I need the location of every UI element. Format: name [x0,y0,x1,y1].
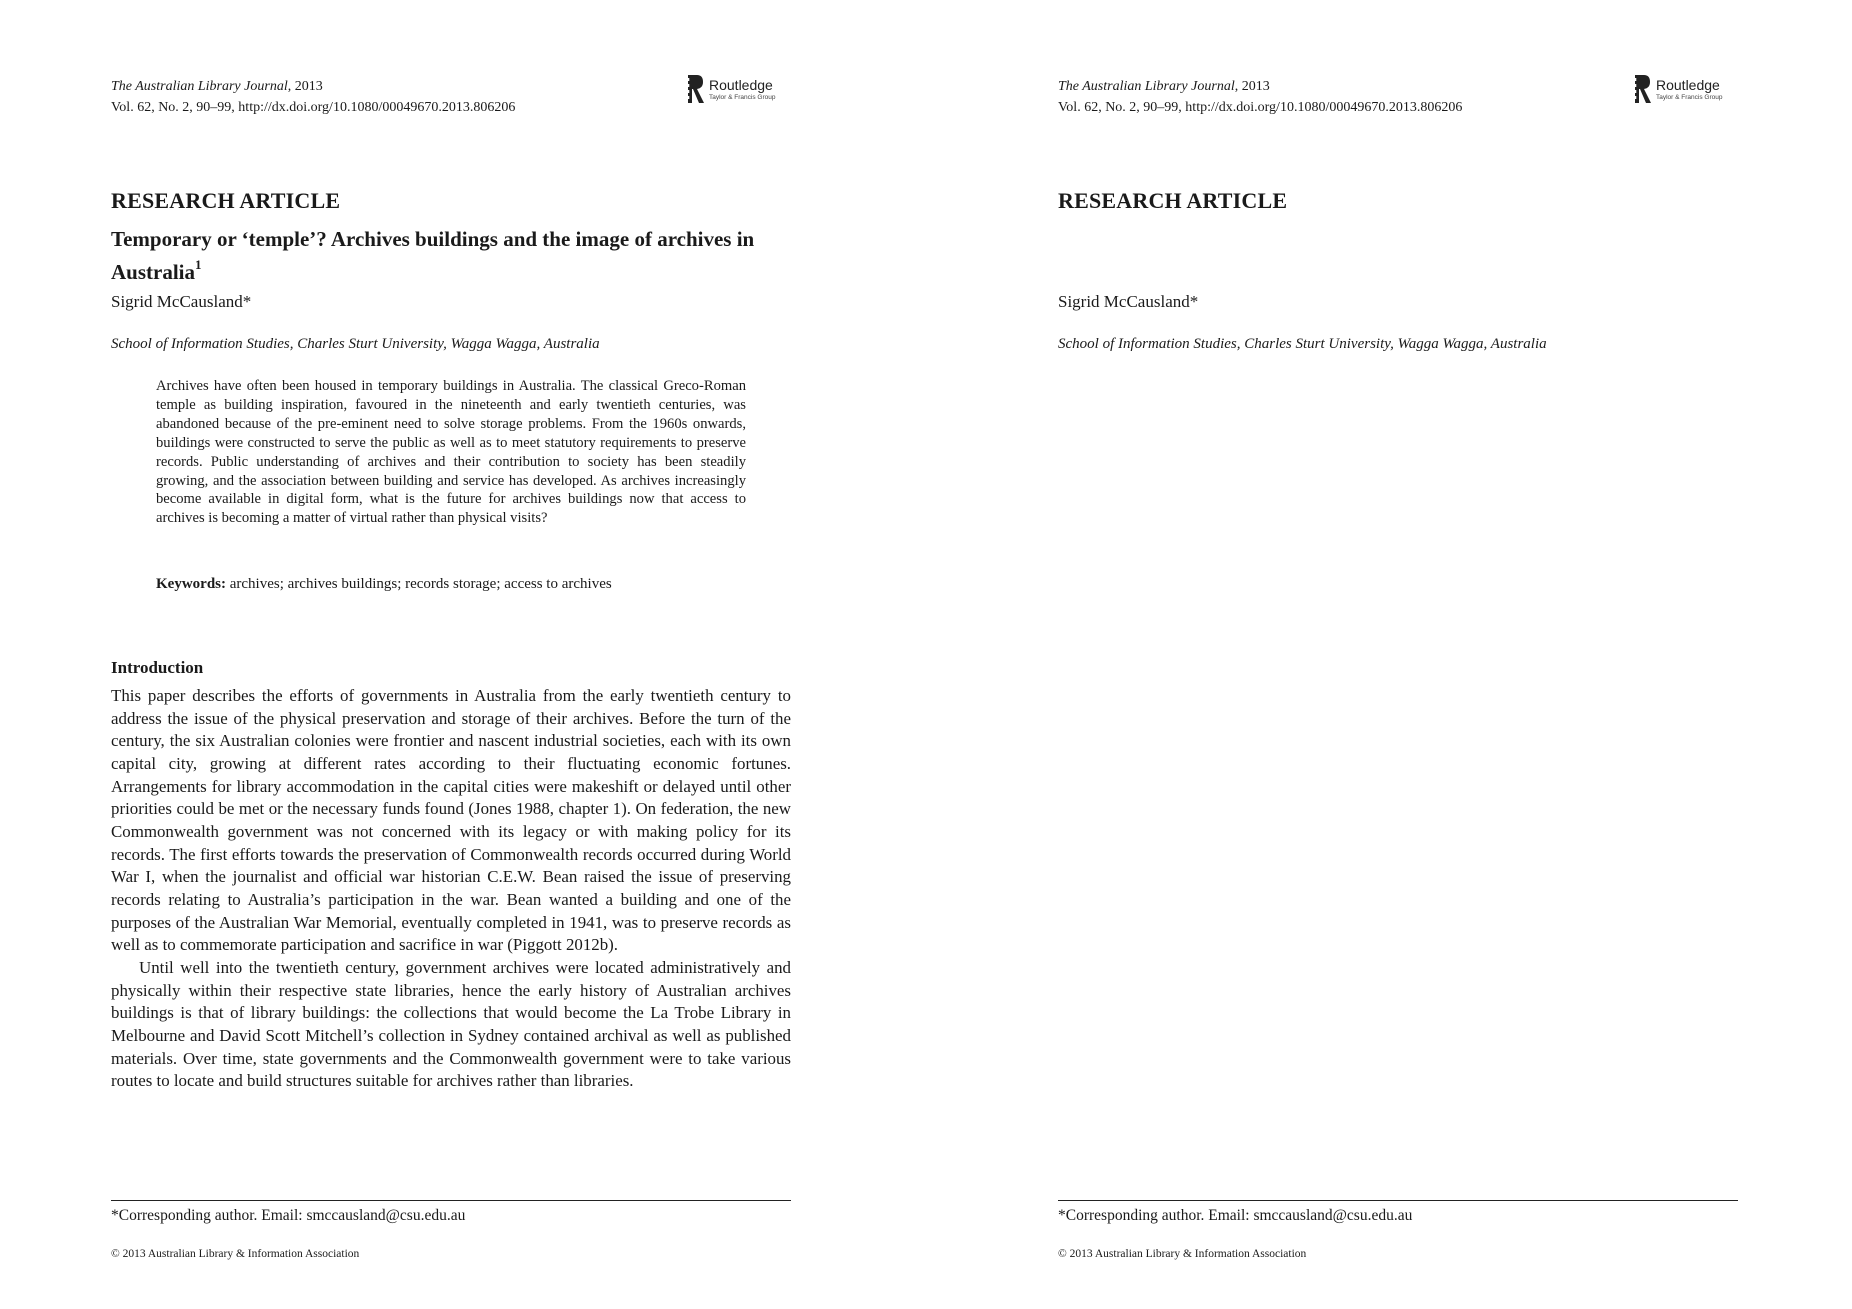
article-type: RESEARCH ARTICLE [1058,188,1288,213]
citation: Vol. 62, No. 2, 90–99, http://dx.doi.org/10.1080/00049670.2013.806206 [111,100,516,115]
article-type: RESEARCH ARTICLE [111,188,341,213]
journal-name: The Australian Library Journal [1058,79,1235,94]
journal-name: The Australian Library Journal [111,79,288,94]
journal-year: , 2013 [1234,79,1270,94]
author: Sigrid McCausland* [1058,292,1199,311]
corresponding-author-footnote: *Corresponding author. Email: smccausland@csu.edu.au [1058,1207,1413,1224]
footnote-rule [1058,1200,1738,1201]
copyright: © 2013 Australian Library & Information Association [1058,1248,1307,1260]
affiliation: School of Information Studies, Charles Sturt University, Wagga Wagga, Australia [111,336,600,352]
article-title [111,226,791,286]
footnote-rule [111,1200,791,1201]
logo-subtitle: Taylor & Francis Group [1656,94,1723,101]
journal-header [1058,76,1462,118]
citation: Vol. 62, No. 2, 90–99, http://dx.doi.org/10.1080/00049670.2013.806206 [1058,100,1463,115]
logo-name: Routledge [1656,77,1720,93]
journal-year: , 2013 [287,79,323,94]
body-text [111,685,791,1093]
routledge-r-icon [1634,74,1652,104]
corresponding-author-footnote: *Corresponding author. Email: smccausland@csu.edu.au [111,1207,466,1224]
paragraph-2: Until well into the twentieth century, government archives were located administratively and physically within their respective state libraries, hence the early history of Australian archives buildings is that of library buildings: the collections that would become the La Trobe Library in Melbourne and David Scott Mitchell’s collection in Sydney contained archival as well as published materials. Over time, state governments and the Commonwealth government were to take various routes to locate and build structures suitable for archives rather than libraries. [111,957,791,1091]
routledge-r-icon [687,74,705,104]
logo-subtitle: Taylor & Francis Group [709,94,776,101]
keywords [156,576,746,593]
section-heading-introduction: Introduction [111,658,204,677]
abstract: Archives have often been housed in temporary buildings in Australia. The classical Greco-Roman temple as building inspiration, favoured in the nineteenth and early twentieth centuries, was abandoned because of the pre-eminent need to solve storage problems. From the 1960s onwards, buildings were constructed to serve the public as well as to meet statutory requirements to preserve records. Public understanding of archives and their contribution to society has been steadily growing, and the association between building and service has developed. As archives increasingly become available in digital form, what is the future for archives buildings now that access to archives is becoming a matter of virtual rather than physical visits? [156,378,746,527]
page-right [1058,0,1738,1309]
logo-name: Routledge [709,77,773,93]
routledge-logo [687,74,791,106]
copyright: © 2013 Australian Library & Information Association [111,1248,360,1260]
journal-header [111,76,515,118]
keywords-label: Keywords: [156,576,226,592]
title-footnote-mark: 1 [195,257,202,272]
article-title-text: Temporary or ‘temple’? Archives buildings and the image of archives in Australia [111,227,755,284]
affiliation: School of Information Studies, Charles Sturt University, Wagga Wagga, Australia [1058,336,1547,352]
author: Sigrid McCausland* [111,292,252,311]
paragraph-1: This paper describes the efforts of governments in Australia from the early twentieth century to address the issue of the physical preservation and storage of their archives. Before the turn of the century, the six Australian colonies were frontier and nascent industrial societies, each with its own capital city, growing at different rates according to their fluctuating economic fortunes. Arrangements for library accommodation in the capital cities were makeshift or delayed until other priorities could be met or the necessary funds found (Jones 1988, chapter 1). On federation, the new Commonwealth government was not concerned with its legacy or with making policy for its records. The first efforts towards the preservation of Commonwealth records occurred during World War I, when the journalist and official war historian C.E.W. Bean raised the issue of preserving records relating to Australia’s participation in the war. Bean wanted a building and one of the purposes of the Australian War Memorial, eventually completed in 1941, was to preserve records as well as to commemorate participation and sacrifice in war (Piggott 2012b). [111,686,791,955]
page-left [111,0,791,1309]
routledge-logo [1634,74,1738,106]
keywords-list: archives; archives buildings; records storage; access to archives [229,576,612,592]
